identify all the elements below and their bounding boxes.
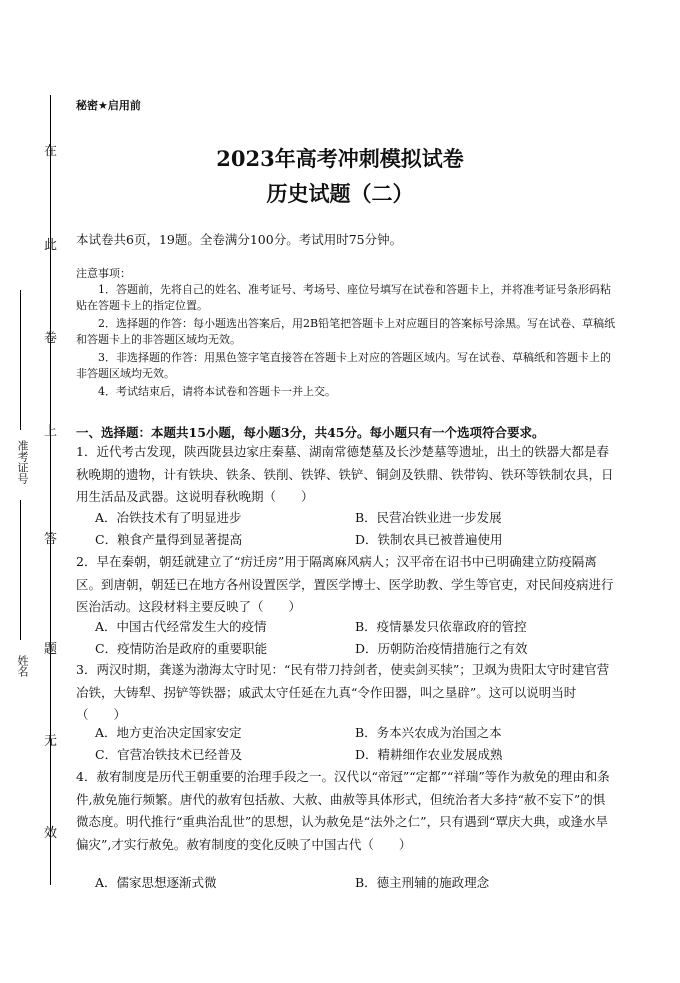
page-title: 2023年高考冲刺模拟试卷 <box>216 146 464 171</box>
seal-line <box>50 95 51 885</box>
question-option: D．历朝防治疫情措施行之有效 <box>355 641 528 656</box>
exam-intro: 本试卷共6页，19题。全卷满分100分。考试用时75分钟。 <box>76 232 403 247</box>
margin-char: 上 <box>44 424 58 439</box>
question-option: A．中国古代经常发生大的疫情 <box>95 619 267 634</box>
question-option: B．德主刑辅的施政理念 <box>355 875 490 890</box>
notice-item: 3．非选择题的作答：用黑色签字笔直接答在答题卡上对应的答题区域内。写在试卷、草稿纸和答题卡上的非答题区域均无效。 <box>76 351 611 380</box>
question-option: B．民营冶铁业进一步发展 <box>355 510 502 525</box>
question-option: B．疫情暴发只依靠政府的管控 <box>355 619 527 634</box>
page-subtitle: 历史试题（二） <box>266 181 414 206</box>
question-stem: 4．赦宥制度是历代王朝重要的治理手段之一。汉代以“帝冠”“定都”“祥瑞”等作为赦免的理由和条件,赦免施行频繁。唐代的赦宥包括赦、大赦、曲赦等具体形式，但统治者大多持“赦不妄下”的惧微态度。明代推行“重典治乱世”的思想，认为赦免是“法外之仁”，只有遇到“覃庆大典，或逢水旱偏灾”,才实行赦免。赦宥制度的变化反映了中国古代（ ） <box>76 769 610 852</box>
margin-char: 卷 <box>44 331 58 346</box>
margin-char: 效 <box>44 826 58 841</box>
question-option: B．务本兴农成为治国之本 <box>355 725 502 740</box>
question-option: A．地方吏治决定国家安定 <box>95 725 242 740</box>
name-line <box>20 500 21 640</box>
question-stem: 2．早在秦朝，朝廷就建立了“疠迁房”用于隔离麻风病人；汉平帝在诏书中已明确建立防疫隔离区。到唐朝，朝廷已在地方各州设置医学，置医学博士、医学助教、学生等官吏，对民间疫病进行医治活动。这段材料主要反映了（ ） <box>76 554 614 614</box>
question-option: C．粮食产量得到显著提高 <box>95 532 243 547</box>
margin-char: 题 <box>44 642 58 657</box>
margin-char: 无 <box>44 734 58 749</box>
question-option: D．铁制农具已被普遍使用 <box>355 532 503 547</box>
exam-number-label: 准考证号 <box>16 440 29 484</box>
secret-label: 秘密★启用前 <box>76 99 141 112</box>
notice-item: 1．答题前，先将自己的姓名、准考证号、考场号、座位号填写在试卷和答题卡上，并将准考证号条形码粘贴在答题卡上的指定位置。 <box>76 283 611 312</box>
margin-char: 答 <box>44 532 58 547</box>
margin-char: 在 <box>44 144 58 159</box>
question-option: D．精耕细作农业发展成熟 <box>355 747 503 762</box>
question-stem: 3．两汉时期，龚遂为渤海太守时见：“民有带刀持剑者，使卖剑买犊”；卫飒为贵阳太守时建官营冶铁，大铸犁、拐铲等铁器；戚武太守任延在九真“令作田器，叫之垦辟”。这可以说明当时（ ） <box>76 662 610 722</box>
margin-char: 此 <box>44 238 58 253</box>
notice-item: 4．考试结束后，请将本试卷和答题卡一并上交。 <box>98 385 336 398</box>
notice-item: 2．选择题的作答：每小题选出答案后，用2B铅笔把答题卡上对应题目的答案标号涂黑。写在试卷、草稿纸和答题卡上的非答题区域均无效。 <box>76 317 616 346</box>
exam-number-line <box>20 290 21 430</box>
name-label: 姓名 <box>16 655 29 677</box>
question-stem: 1．近代考古发现，陕西陇县边家庄秦墓、湖南常德楚墓及长沙楚墓等遗址，出土的铁器大都是春秋晚期的遗物，计有铁块、铁条、铁削、铁铧、铁铲、铜剑及铁鼎、铁带钩、铁环等铁制农具，日用生活品及武器。这说明春秋晚期（ ） <box>76 444 614 504</box>
question-option: A．儒家思想逐渐式微 <box>95 875 217 890</box>
section-heading: 一、选择题：本题共15小题，每小题3分，共45分。每小题只有一个选项符合要求。 <box>76 425 545 440</box>
notice-heading: 注意事项： <box>76 267 131 280</box>
question-option: A．冶铁技术有了明显进步 <box>95 510 242 525</box>
question-option: C．官营冶铁技术已经普及 <box>95 747 243 762</box>
question-option: C．疫情防治是政府的重要职能 <box>95 641 268 656</box>
